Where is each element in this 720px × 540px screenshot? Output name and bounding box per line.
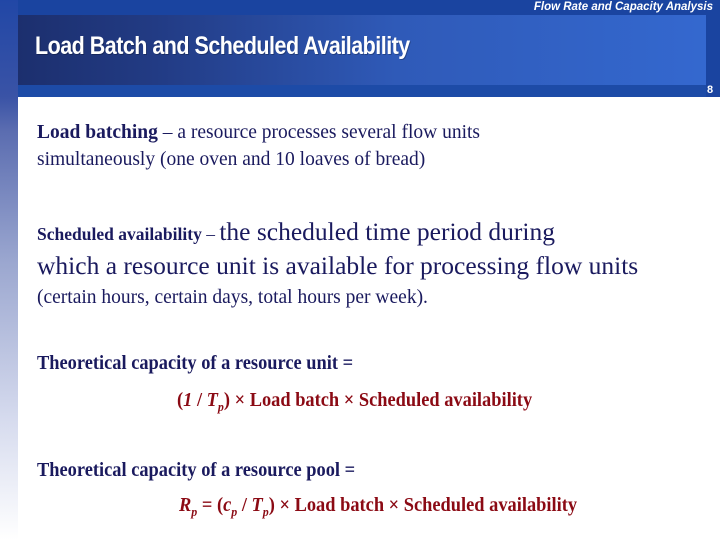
unit-capacity-formula [177, 389, 532, 412]
numerator: 1 [183, 389, 193, 411]
subscript-p: p [191, 504, 198, 519]
subscript-p: p [217, 399, 224, 414]
var-T: T [206, 389, 218, 411]
definition-line2: which a resource unit is available for processing flow units [37, 251, 639, 280]
subscript-p: p [231, 504, 238, 519]
subscript-p: p [262, 504, 269, 519]
slash: / [237, 494, 252, 516]
term-load-batching: Load batching [37, 122, 158, 143]
left-sidebar-gradient [0, 0, 18, 540]
formula-rest: ) × Load batch × Scheduled availability [268, 494, 578, 516]
pool-capacity-heading: Theoretical capacity of a resource pool = [37, 459, 356, 481]
var-c: c [223, 494, 232, 516]
var-R: R [179, 494, 192, 516]
pool-capacity-formula [179, 494, 577, 517]
slash: / [192, 389, 207, 411]
definition-line1: a resource processes several flow units [177, 122, 481, 143]
dash: – [201, 224, 220, 244]
dash: – [157, 122, 178, 143]
title-strip [18, 85, 706, 97]
page-number: 8 [707, 84, 714, 96]
slide-title: Load Batch and Scheduled Availability [35, 32, 410, 60]
paren-open: ( [177, 389, 184, 411]
definition-line3: (certain hours, certain days, total hours per week). [37, 287, 428, 308]
unit-capacity-heading: Theoretical capacity of a resource unit = [37, 352, 354, 374]
formula-rest: ) × Load batch × Scheduled availability [223, 389, 533, 411]
definition-line2: simultaneously (one oven and 10 loaves of bread) [37, 149, 426, 170]
definition-line1: the scheduled time period during [219, 217, 555, 246]
load-batching-definition [37, 119, 480, 173]
section-label: Flow Rate and Capacity Analysis [533, 1, 713, 13]
var-T: T [251, 494, 263, 516]
equals-paren: = ( [197, 494, 224, 516]
term-scheduled-availability: Scheduled availability [37, 224, 202, 244]
scheduled-availability-definition [37, 217, 638, 311]
title-box [18, 15, 706, 85]
